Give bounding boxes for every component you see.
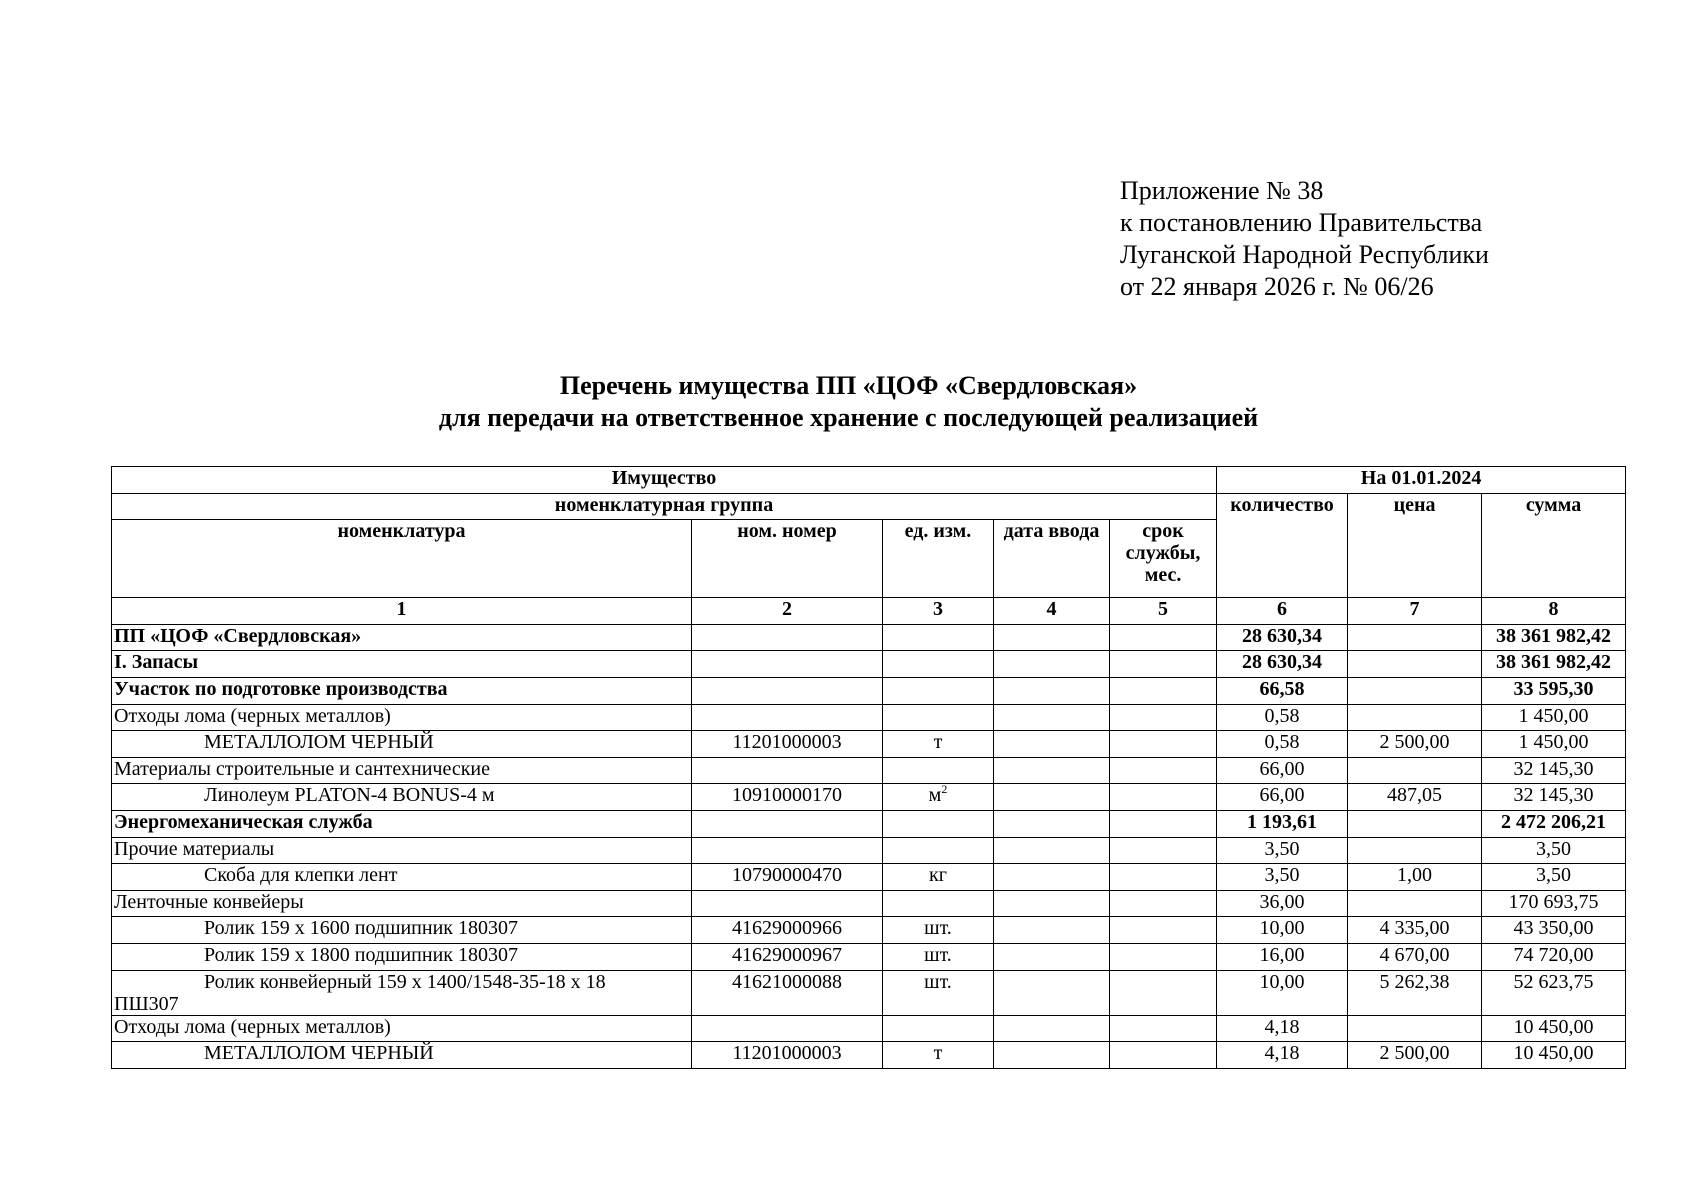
row-sum: 38 361 982,42 <box>1482 651 1626 678</box>
row-unit <box>883 890 994 917</box>
row-name: ПП «ЦОФ «Свердловская» <box>112 624 692 651</box>
row-item-number: 41621000088 <box>692 970 883 1015</box>
row-price <box>1348 810 1482 837</box>
row-price <box>1348 677 1482 704</box>
header-quantity: количество <box>1217 493 1348 598</box>
row-sum: 32 145,30 <box>1482 784 1626 811</box>
row-service-life <box>1110 943 1217 970</box>
table-row <box>112 890 1626 917</box>
col-number-6: 6 <box>1217 598 1348 625</box>
col-number-4: 4 <box>994 598 1110 625</box>
row-sum: 32 145,30 <box>1482 757 1626 784</box>
header-date-in: дата ввода <box>994 520 1110 598</box>
table-row <box>112 677 1626 704</box>
row-unit-text: м <box>928 784 942 807</box>
row-quantity: 10,00 <box>1217 970 1348 1015</box>
table-row <box>112 1042 1626 1069</box>
row-unit <box>883 624 994 651</box>
header-price: цена <box>1348 493 1482 598</box>
title-line-2: для передачи на ответственное хранение с последующей реализацией <box>438 403 1259 432</box>
row-name-line-2: ПШ307 <box>114 992 179 1015</box>
header-service-life: срок службы, мес. <box>1110 520 1217 598</box>
row-date-in <box>994 784 1110 811</box>
row-service-life <box>1110 1015 1217 1042</box>
header-property: Имущество <box>112 467 1217 494</box>
table-row <box>112 970 1626 1015</box>
table-row <box>112 704 1626 731</box>
appendix-line-2: к постановлению Правительства <box>1120 208 1483 237</box>
row-quantity: 36,00 <box>1217 890 1348 917</box>
row-service-life <box>1110 651 1217 678</box>
header-unit: ед. изм. <box>883 520 994 598</box>
row-unit <box>883 677 994 704</box>
row-service-life <box>1110 731 1217 758</box>
row-quantity: 4,18 <box>1217 1015 1348 1042</box>
row-price: 2 500,00 <box>1348 731 1482 758</box>
row-service-life <box>1110 837 1217 864</box>
row-name: Скоба для клепки лент <box>112 864 692 891</box>
row-date-in <box>994 864 1110 891</box>
table-row <box>112 784 1626 811</box>
row-unit <box>883 784 994 811</box>
row-name: МЕТАЛЛОЛОМ ЧЕРНЫЙ <box>112 731 692 758</box>
row-quantity: 1 193,61 <box>1217 810 1348 837</box>
row-service-life <box>1110 917 1217 944</box>
row-service-life <box>1110 810 1217 837</box>
row-name: Участок по подготовке производства <box>112 677 692 704</box>
row-item-number <box>692 757 883 784</box>
row-item-number <box>692 677 883 704</box>
appendix-line-1: Приложение № 38 <box>1120 176 1324 205</box>
row-sum: 3,50 <box>1482 864 1626 891</box>
row-date-in <box>994 890 1110 917</box>
row-date-in <box>994 917 1110 944</box>
col-number-3: 3 <box>883 598 994 625</box>
row-sum: 10 450,00 <box>1482 1042 1626 1069</box>
row-item-number <box>692 1015 883 1042</box>
row-service-life <box>1110 704 1217 731</box>
row-sum: 38 361 982,42 <box>1482 624 1626 651</box>
header-nomenclature: номенклатура <box>112 520 692 598</box>
row-item-number: 41629000966 <box>692 917 883 944</box>
row-unit-superscript: 2 <box>941 783 948 797</box>
header-as-of: На 01.01.2024 <box>1217 467 1626 494</box>
row-service-life <box>1110 1042 1217 1069</box>
row-name: Линолеум PLATON-4 BONUS-4 м <box>112 784 692 811</box>
row-sum: 170 693,75 <box>1482 890 1626 917</box>
row-date-in <box>994 1042 1110 1069</box>
row-item-number <box>692 890 883 917</box>
row-item-number: 10790000470 <box>692 864 883 891</box>
table-row <box>112 943 1626 970</box>
row-date-in <box>994 970 1110 1015</box>
row-name: Материалы строительные и сантехнические <box>112 757 692 784</box>
document-title <box>0 370 1697 434</box>
property-table <box>111 466 1626 1069</box>
row-date-in <box>994 677 1110 704</box>
row-sum: 74 720,00 <box>1482 943 1626 970</box>
table-row <box>112 651 1626 678</box>
row-price <box>1348 890 1482 917</box>
row-date-in <box>994 731 1110 758</box>
row-unit <box>883 1015 994 1042</box>
row-quantity: 3,50 <box>1217 837 1348 864</box>
row-sum: 10 450,00 <box>1482 1015 1626 1042</box>
header-row-2 <box>112 493 1626 520</box>
row-item-number: 11201000003 <box>692 1042 883 1069</box>
row-quantity: 66,00 <box>1217 784 1348 811</box>
row-name: МЕТАЛЛОЛОМ ЧЕРНЫЙ <box>112 1042 692 1069</box>
row-price <box>1348 757 1482 784</box>
row-unit <box>883 810 994 837</box>
row-name: Отходы лома (черных металлов) <box>112 704 692 731</box>
row-date-in <box>994 757 1110 784</box>
row-price: 4 670,00 <box>1348 943 1482 970</box>
table-row <box>112 1015 1626 1042</box>
row-unit: шт. <box>883 970 994 1015</box>
row-item-number: 41629000967 <box>692 943 883 970</box>
row-name: Энергомеханическая служба <box>112 810 692 837</box>
row-price <box>1348 1015 1482 1042</box>
table-row <box>112 731 1626 758</box>
row-quantity: 10,00 <box>1217 917 1348 944</box>
row-name <box>112 970 692 1015</box>
table-row <box>112 757 1626 784</box>
col-number-5: 5 <box>1110 598 1217 625</box>
row-unit: шт. <box>883 943 994 970</box>
row-service-life <box>1110 677 1217 704</box>
row-price: 1,00 <box>1348 864 1482 891</box>
row-name: Прочие материалы <box>112 837 692 864</box>
column-number-row <box>112 598 1626 625</box>
row-price <box>1348 837 1482 864</box>
header-sum: сумма <box>1482 493 1626 598</box>
row-sum: 1 450,00 <box>1482 731 1626 758</box>
row-name: Отходы лома (черных металлов) <box>112 1015 692 1042</box>
row-price <box>1348 624 1482 651</box>
title-line-1: Перечень имущества ПП «ЦОФ «Свердловская» <box>559 371 1138 400</box>
col-number-8: 8 <box>1482 598 1626 625</box>
row-quantity: 66,00 <box>1217 757 1348 784</box>
row-service-life <box>1110 890 1217 917</box>
row-unit <box>883 704 994 731</box>
row-service-life <box>1110 864 1217 891</box>
table-row <box>112 864 1626 891</box>
appendix-line-3: Луганской Народной Республики <box>1120 240 1489 269</box>
row-quantity: 66,58 <box>1217 677 1348 704</box>
col-number-1: 1 <box>112 598 692 625</box>
row-sum: 3,50 <box>1482 837 1626 864</box>
header-row-1 <box>112 467 1626 494</box>
row-name: I. Запасы <box>112 651 692 678</box>
row-quantity: 0,58 <box>1217 731 1348 758</box>
row-item-number <box>692 837 883 864</box>
row-quantity: 0,58 <box>1217 704 1348 731</box>
row-price: 5 262,38 <box>1348 970 1482 1015</box>
row-name: Ролик 159 х 1600 подшипник 180307 <box>112 917 692 944</box>
row-date-in <box>994 810 1110 837</box>
row-date-in <box>994 1015 1110 1042</box>
row-sum: 43 350,00 <box>1482 917 1626 944</box>
row-date-in <box>994 943 1110 970</box>
row-price <box>1348 704 1482 731</box>
header-item-number: ном. номер <box>692 520 883 598</box>
row-unit <box>883 757 994 784</box>
row-unit: т <box>883 1042 994 1069</box>
row-date-in <box>994 837 1110 864</box>
col-number-2: 2 <box>692 598 883 625</box>
row-sum: 52 623,75 <box>1482 970 1626 1015</box>
row-date-in <box>994 624 1110 651</box>
table-row <box>112 624 1626 651</box>
row-date-in <box>994 704 1110 731</box>
appendix-block <box>1120 175 1489 303</box>
row-service-life <box>1110 784 1217 811</box>
row-sum: 33 595,30 <box>1482 677 1626 704</box>
row-unit: кг <box>883 864 994 891</box>
row-unit: шт. <box>883 917 994 944</box>
row-unit <box>883 651 994 678</box>
row-sum: 2 472 206,21 <box>1482 810 1626 837</box>
row-name: Ленточные конвейеры <box>112 890 692 917</box>
row-item-number <box>692 810 883 837</box>
appendix-line-4: от 22 января 2026 г. № 06/26 <box>1120 272 1434 301</box>
row-price: 2 500,00 <box>1348 1042 1482 1069</box>
row-name: Ролик 159 х 1800 подшипник 180307 <box>112 943 692 970</box>
header-group: номенклатурная группа <box>112 493 1217 520</box>
row-item-number: 10910000170 <box>692 784 883 811</box>
row-item-number <box>692 651 883 678</box>
table-row <box>112 917 1626 944</box>
row-quantity: 16,00 <box>1217 943 1348 970</box>
row-price: 4 335,00 <box>1348 917 1482 944</box>
table-row <box>112 810 1626 837</box>
row-name-line-1: Ролик конвейерный 159 х 1400/1548-35-18 х 18 <box>204 970 606 993</box>
row-service-life <box>1110 970 1217 1015</box>
row-unit <box>883 837 994 864</box>
row-quantity: 3,50 <box>1217 864 1348 891</box>
row-price <box>1348 651 1482 678</box>
row-date-in <box>994 651 1110 678</box>
row-item-number <box>692 704 883 731</box>
row-unit: т <box>883 731 994 758</box>
col-number-7: 7 <box>1348 598 1482 625</box>
row-quantity: 4,18 <box>1217 1042 1348 1069</box>
row-item-number: 11201000003 <box>692 731 883 758</box>
row-item-number <box>692 624 883 651</box>
row-price: 487,05 <box>1348 784 1482 811</box>
row-service-life <box>1110 624 1217 651</box>
row-quantity: 28 630,34 <box>1217 624 1348 651</box>
table-row <box>112 837 1626 864</box>
row-service-life <box>1110 757 1217 784</box>
row-sum: 1 450,00 <box>1482 704 1626 731</box>
row-quantity: 28 630,34 <box>1217 651 1348 678</box>
